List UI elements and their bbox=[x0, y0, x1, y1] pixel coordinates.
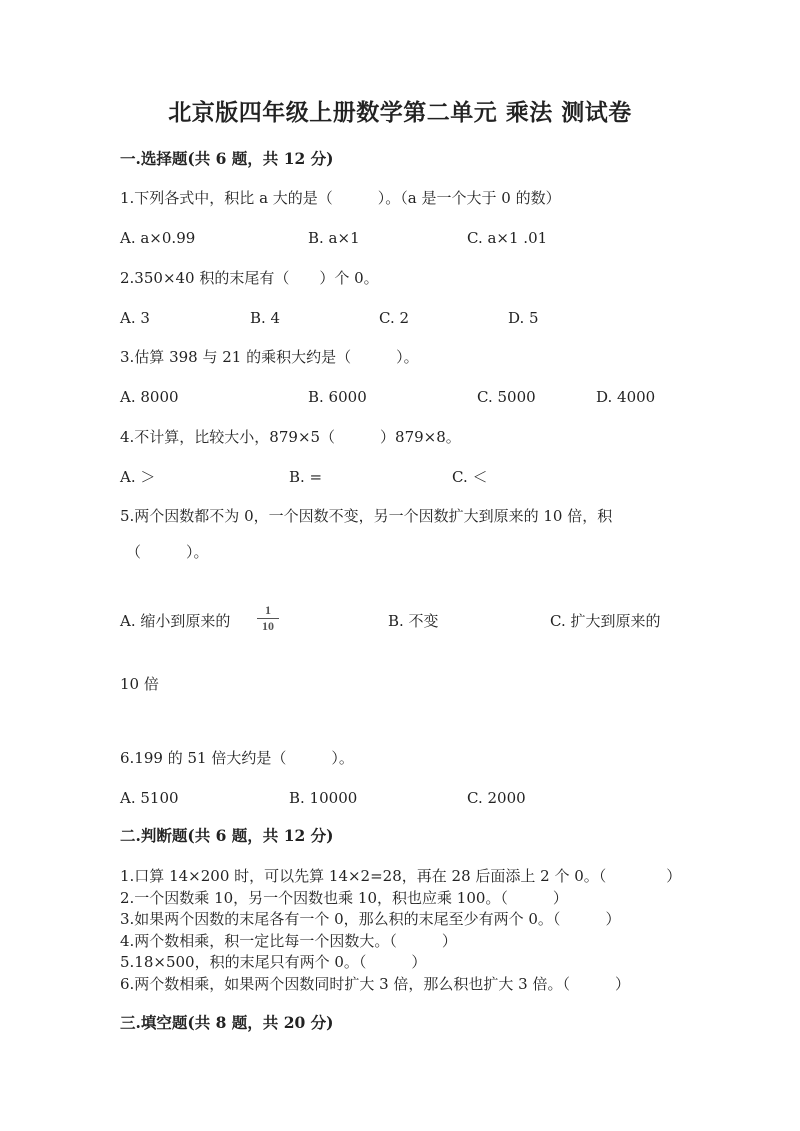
question-6-option-b: B. 10000 bbox=[289, 789, 358, 807]
question-2-option-d: D. 5 bbox=[508, 309, 539, 327]
question-3-option-c: C. 5000 bbox=[477, 388, 536, 406]
question-5-option-c: C. 扩大到原来的 bbox=[550, 612, 661, 630]
question-1-option-a: A. a×0.99 bbox=[120, 229, 196, 247]
section-header-judgement: 二.判断题(共 6 题，共 12 分) bbox=[120, 826, 334, 845]
question-5-option-c-continued: 10 倍 bbox=[120, 675, 159, 693]
question-4-stem: 4.不计算，比较大小，879×5（ ）879×8。 bbox=[120, 428, 461, 446]
judgement-item-4: 4.两个数相乘，积一定比每一个因数大。（ ） bbox=[120, 931, 457, 950]
judgement-item-5: 5.18×500，积的末尾只有两个 0。（ ） bbox=[120, 953, 427, 971]
section-header-choice: 一.选择题(共 6 题，共 12 分) bbox=[120, 149, 334, 168]
question-6-option-a: A. 5100 bbox=[120, 789, 179, 807]
question-2-option-a: A. 3 bbox=[120, 309, 150, 327]
question-6-option-c: C. 2000 bbox=[467, 789, 526, 807]
question-4-option-c: C. ＜ bbox=[452, 468, 488, 486]
judgement-list bbox=[120, 866, 681, 995]
question-1-option-c: C. a×1 .01 bbox=[467, 229, 548, 247]
judgement-item-3: 3.如果两个因数的末尾各有一个 0，那么积的末尾至少有两个 0。（ ） bbox=[120, 910, 621, 928]
question-4-option-b: B. = bbox=[289, 468, 323, 486]
fraction-numerator: 1 bbox=[265, 603, 271, 617]
question-2-option-b: B. 4 bbox=[250, 309, 281, 327]
judgement-item-2: 2.一个因数乘 10，另一个因数也乘 10，积也应乘 100。（ ） bbox=[120, 888, 568, 907]
judgement-item-6: 6.两个数相乘，如果两个因数同时扩大 3 倍，那么积也扩大 3 倍。（ ） bbox=[120, 974, 630, 993]
page-title: 北京版四年级上册数学第二单元 乘法 测试卷 bbox=[168, 99, 632, 126]
question-4-option-a: A. ＞ bbox=[120, 468, 156, 486]
question-3-option-a: A. 8000 bbox=[120, 388, 179, 406]
question-1-option-b: B. a×1 bbox=[308, 229, 360, 247]
question-3-option-b: B. 6000 bbox=[308, 388, 367, 406]
question-5-stem: 5.两个因数都不为 0，一个因数不变，另一个因数扩大到原来的 10 倍，积 bbox=[120, 507, 613, 525]
question-5-option-b: B. 不变 bbox=[388, 612, 439, 630]
question-1-stem: 1.下列各式中，积比 a 大的是（ ）。（a 是一个大于 0 的数） bbox=[120, 189, 561, 207]
fraction-denominator: 10 bbox=[262, 619, 274, 633]
question-5-option-a: A. 缩小到原来的 bbox=[120, 612, 231, 630]
question-3-stem: 3.估算 398 与 21 的乘积大约是（ ）。 bbox=[120, 348, 419, 366]
fraction-one-tenth bbox=[257, 604, 279, 633]
question-6-stem: 6.199 的 51 倍大约是（ ）。 bbox=[120, 749, 354, 767]
judgement-item-1: 1.口算 14×200 时，可以先算 14×2=28，再在 28 后面添上 2 个 0。（ ） bbox=[120, 867, 682, 885]
question-2-stem: 2.350×40 积的末尾有（ ）个 0。 bbox=[120, 269, 379, 287]
question-3-option-d: D. 4000 bbox=[596, 388, 656, 406]
question-5-stem-continued: （ ）。 bbox=[126, 543, 209, 561]
section-header-fill-in: 三.填空题(共 8 题，共 20 分) bbox=[120, 1013, 334, 1032]
question-2-option-c: C. 2 bbox=[379, 309, 410, 327]
